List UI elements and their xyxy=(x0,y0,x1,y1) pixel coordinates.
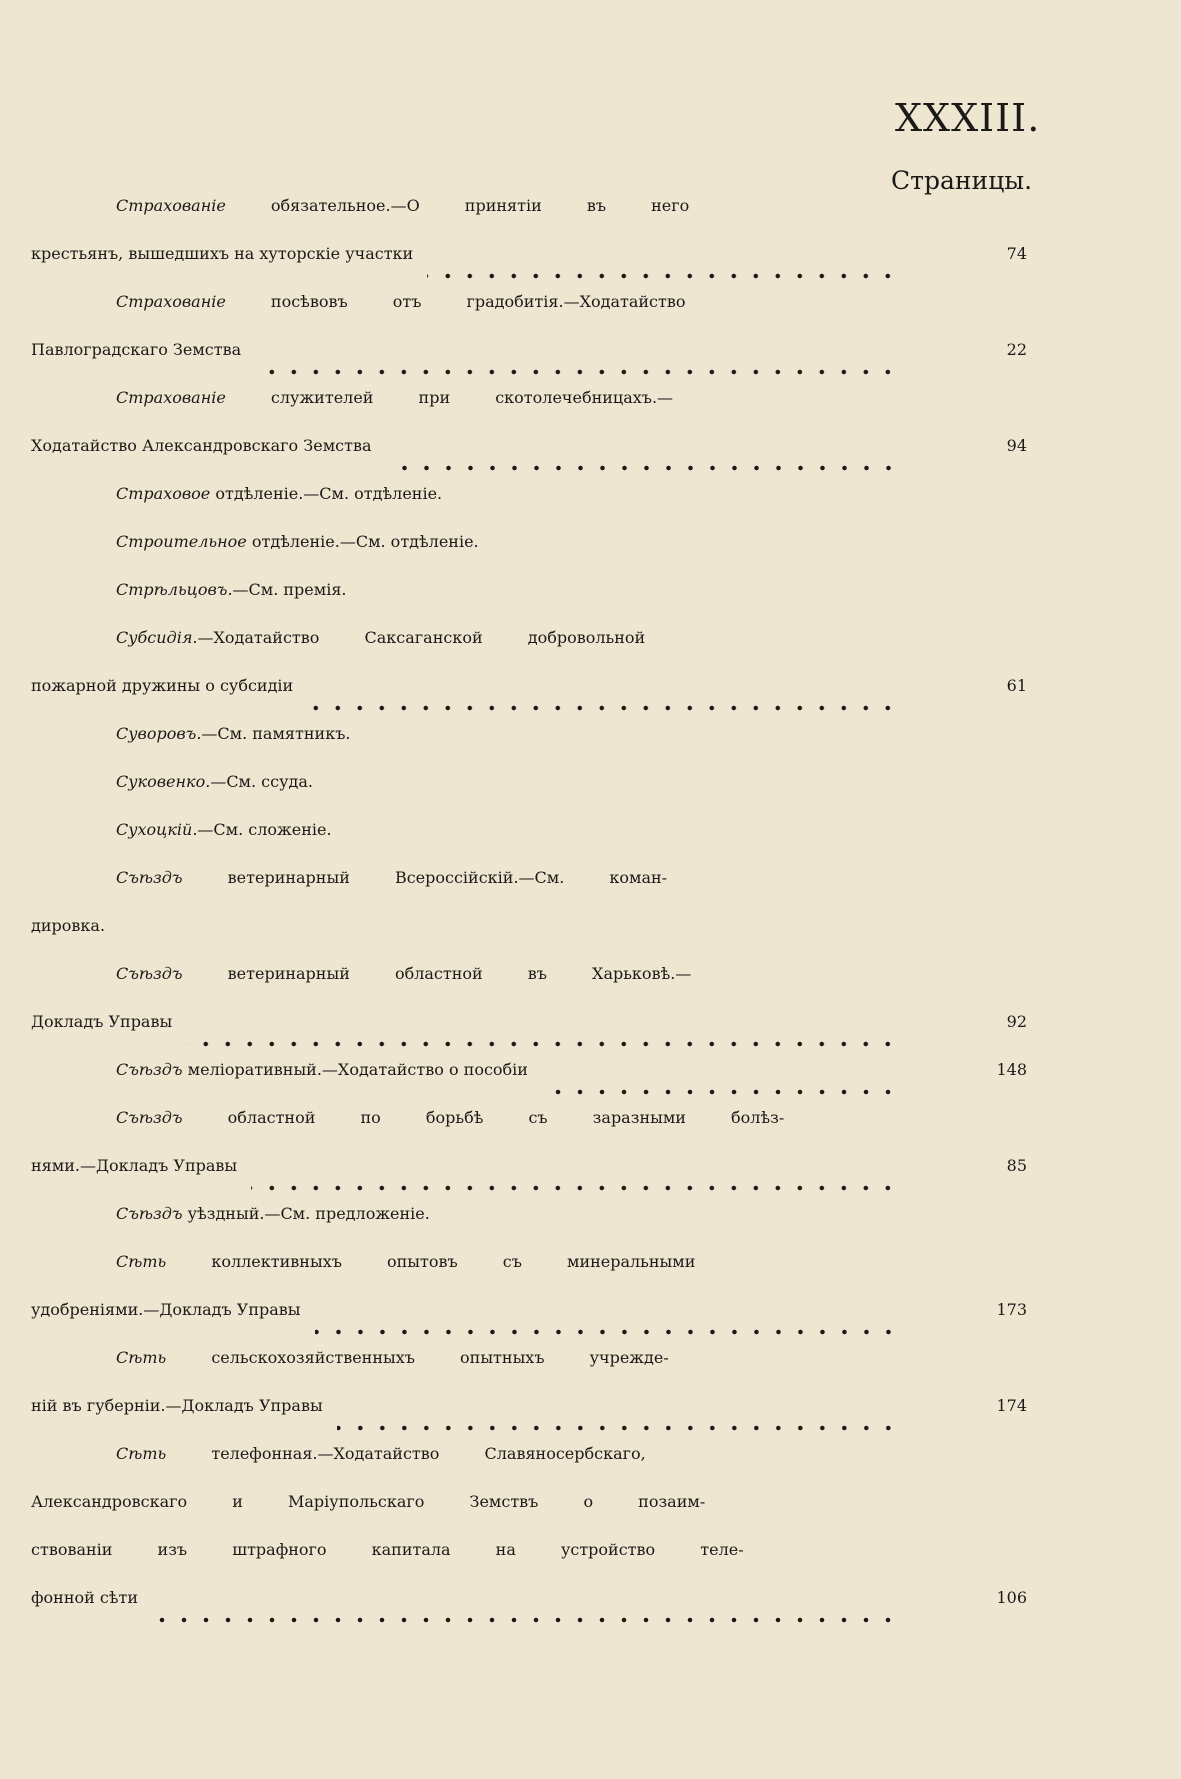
dot-leader xyxy=(315,1329,899,1335)
entry-heading: Субсидія. xyxy=(116,628,198,647)
page-reference: 94 xyxy=(1006,436,1027,455)
entry-first-line xyxy=(31,292,1031,340)
entry-first-line xyxy=(31,532,1031,580)
entry-text: отдѣленіе.—См. отдѣленіе. xyxy=(210,484,443,503)
pages-column-header: Страницы. xyxy=(891,166,1033,195)
entry-heading: Сухоцкій. xyxy=(116,820,198,839)
dot-leader xyxy=(251,1185,899,1191)
entry-first-line xyxy=(31,868,1031,916)
entry-heading: Съѣздъ xyxy=(116,1060,183,1079)
entry-heading: Суворовъ. xyxy=(116,724,202,743)
entry-first-line xyxy=(31,964,1031,1012)
entry-heading: Страхованіе xyxy=(116,196,226,215)
page-reference: 61 xyxy=(1006,676,1027,695)
dot-leader xyxy=(386,465,900,471)
dot-leader xyxy=(152,1617,899,1623)
entry-text: телефонная.—Ходатайство Славяносербскаго, xyxy=(166,1444,646,1463)
entry-text: —Ходатайство Саксаганской добровольной xyxy=(197,628,646,647)
page-reference: 173 xyxy=(996,1300,1027,1319)
page-reference: 74 xyxy=(1006,244,1027,263)
entry-heading: Съѣздъ xyxy=(116,1204,183,1223)
entry-heading: Страховое xyxy=(116,484,211,503)
entry-heading: Страхованіе xyxy=(116,388,226,407)
entry-text: —См. сложеніе. xyxy=(197,820,332,839)
page-reference: 92 xyxy=(1006,1012,1027,1031)
entry-continuation-line xyxy=(31,1300,1031,1348)
entry-continuation-line xyxy=(31,676,1031,724)
entry-first-line xyxy=(31,772,1031,820)
entry-continuation-line xyxy=(31,436,1031,484)
entry-first-line xyxy=(31,1348,1031,1396)
entry-text: фонной сѣти xyxy=(31,1588,138,1607)
dot-leader xyxy=(427,273,899,279)
entry-text: сельскохозяйственныхъ опытныхъ учрежде- xyxy=(166,1348,669,1367)
dot-leader xyxy=(337,1425,899,1431)
entry-first-line xyxy=(31,580,1031,628)
entry-text: уѣздный.—См. предложеніе. xyxy=(182,1204,430,1223)
entry-continuation-line xyxy=(31,1156,1031,1204)
entry-heading: Строительное xyxy=(116,532,247,551)
entry-first-line xyxy=(31,1060,1031,1108)
entry-text: —См. памятникъ. xyxy=(201,724,351,743)
entry-text: —См. ссуда. xyxy=(210,772,313,791)
entry-continuation-line xyxy=(31,1540,1031,1588)
entry-text: —См. премія. xyxy=(232,580,347,599)
entry-heading: Сѣть xyxy=(116,1444,167,1463)
page-reference: 174 xyxy=(996,1396,1027,1415)
entry-text: обязательное.—О принятіи въ него xyxy=(225,196,690,215)
entry-first-line xyxy=(31,1204,1031,1252)
entry-first-line xyxy=(31,724,1031,772)
entry-text: Александровскаго и Маріупольскаго Земствъ о позаим- xyxy=(31,1492,706,1511)
dot-leader xyxy=(542,1089,899,1095)
entry-continuation-line xyxy=(31,1012,1031,1060)
entry-text: пожарной дружины о субсидіи xyxy=(31,676,294,695)
entry-first-line xyxy=(31,196,1031,244)
entry-heading: Съѣздъ xyxy=(116,1108,183,1127)
entry-heading: Страхованіе xyxy=(116,292,226,311)
entry-text: посѣвовъ отъ градобитія.—Ходатайство xyxy=(225,292,686,311)
entry-continuation-line xyxy=(31,244,1031,292)
entry-text: Ходатайство Александровскаго Земства xyxy=(31,436,372,455)
dot-leader xyxy=(186,1041,899,1047)
entry-text: ветеринарный Всероссійскій.—См. коман- xyxy=(182,868,668,887)
entry-text: крестьянъ, вышедшихъ на хуторскіе участки xyxy=(31,244,414,263)
entry-heading: Съѣздъ xyxy=(116,868,183,887)
entry-first-line xyxy=(31,484,1031,532)
page-reference: 106 xyxy=(996,1588,1027,1607)
dot-leader xyxy=(307,705,899,711)
entry-heading: Сѣть xyxy=(116,1252,167,1271)
entry-first-line xyxy=(31,1252,1031,1300)
entry-text: ствованіи изъ штрафного капитала на устройство теле- xyxy=(31,1540,744,1559)
page-reference: 85 xyxy=(1006,1156,1027,1175)
index-entries xyxy=(31,196,1031,1636)
entry-text: Павлоградскаго Земства xyxy=(31,340,242,359)
entry-continuation-line xyxy=(31,340,1031,388)
entry-text: областной по борьбѣ съ заразными болѣз- xyxy=(182,1108,785,1127)
entry-text: дировка. xyxy=(31,916,106,935)
page-reference: 22 xyxy=(1006,340,1027,359)
page-reference: 148 xyxy=(996,1060,1027,1079)
entry-first-line xyxy=(31,388,1031,436)
entry-text: ній въ губерніи.—Докладъ Управы xyxy=(31,1396,323,1415)
entry-first-line xyxy=(31,628,1031,676)
entry-text: коллективныхъ опытовъ съ минеральными xyxy=(166,1252,696,1271)
entry-text: отдѣленіе.—См. отдѣленіе. xyxy=(246,532,479,551)
entry-first-line xyxy=(31,820,1031,868)
entry-heading: Съѣздъ xyxy=(116,964,183,983)
entry-heading: Стрѣльцовъ. xyxy=(116,580,233,599)
entry-continuation-line xyxy=(31,1492,1031,1540)
page-number: XXXIII. xyxy=(895,96,1041,140)
entry-heading: Сѣть xyxy=(116,1348,167,1367)
entry-text: нями.—Докладъ Управы xyxy=(31,1156,238,1175)
entry-text: ветеринарный областной въ Харьковѣ.— xyxy=(182,964,692,983)
dot-leader xyxy=(255,369,899,375)
entry-first-line xyxy=(31,1444,1031,1492)
entry-continuation-line xyxy=(31,1396,1031,1444)
entry-text: удобреніями.—Докладъ Управы xyxy=(31,1300,301,1319)
entry-continuation-line xyxy=(31,916,1031,964)
entry-text: служителей при скотолечебницахъ.— xyxy=(225,388,674,407)
entry-heading: Суковенко. xyxy=(116,772,211,791)
entry-text: меліоративный.—Ходатайство о пособіи xyxy=(182,1060,528,1079)
entry-first-line xyxy=(31,1108,1031,1156)
entry-text: Докладъ Управы xyxy=(31,1012,173,1031)
entry-continuation-line xyxy=(31,1588,1031,1636)
